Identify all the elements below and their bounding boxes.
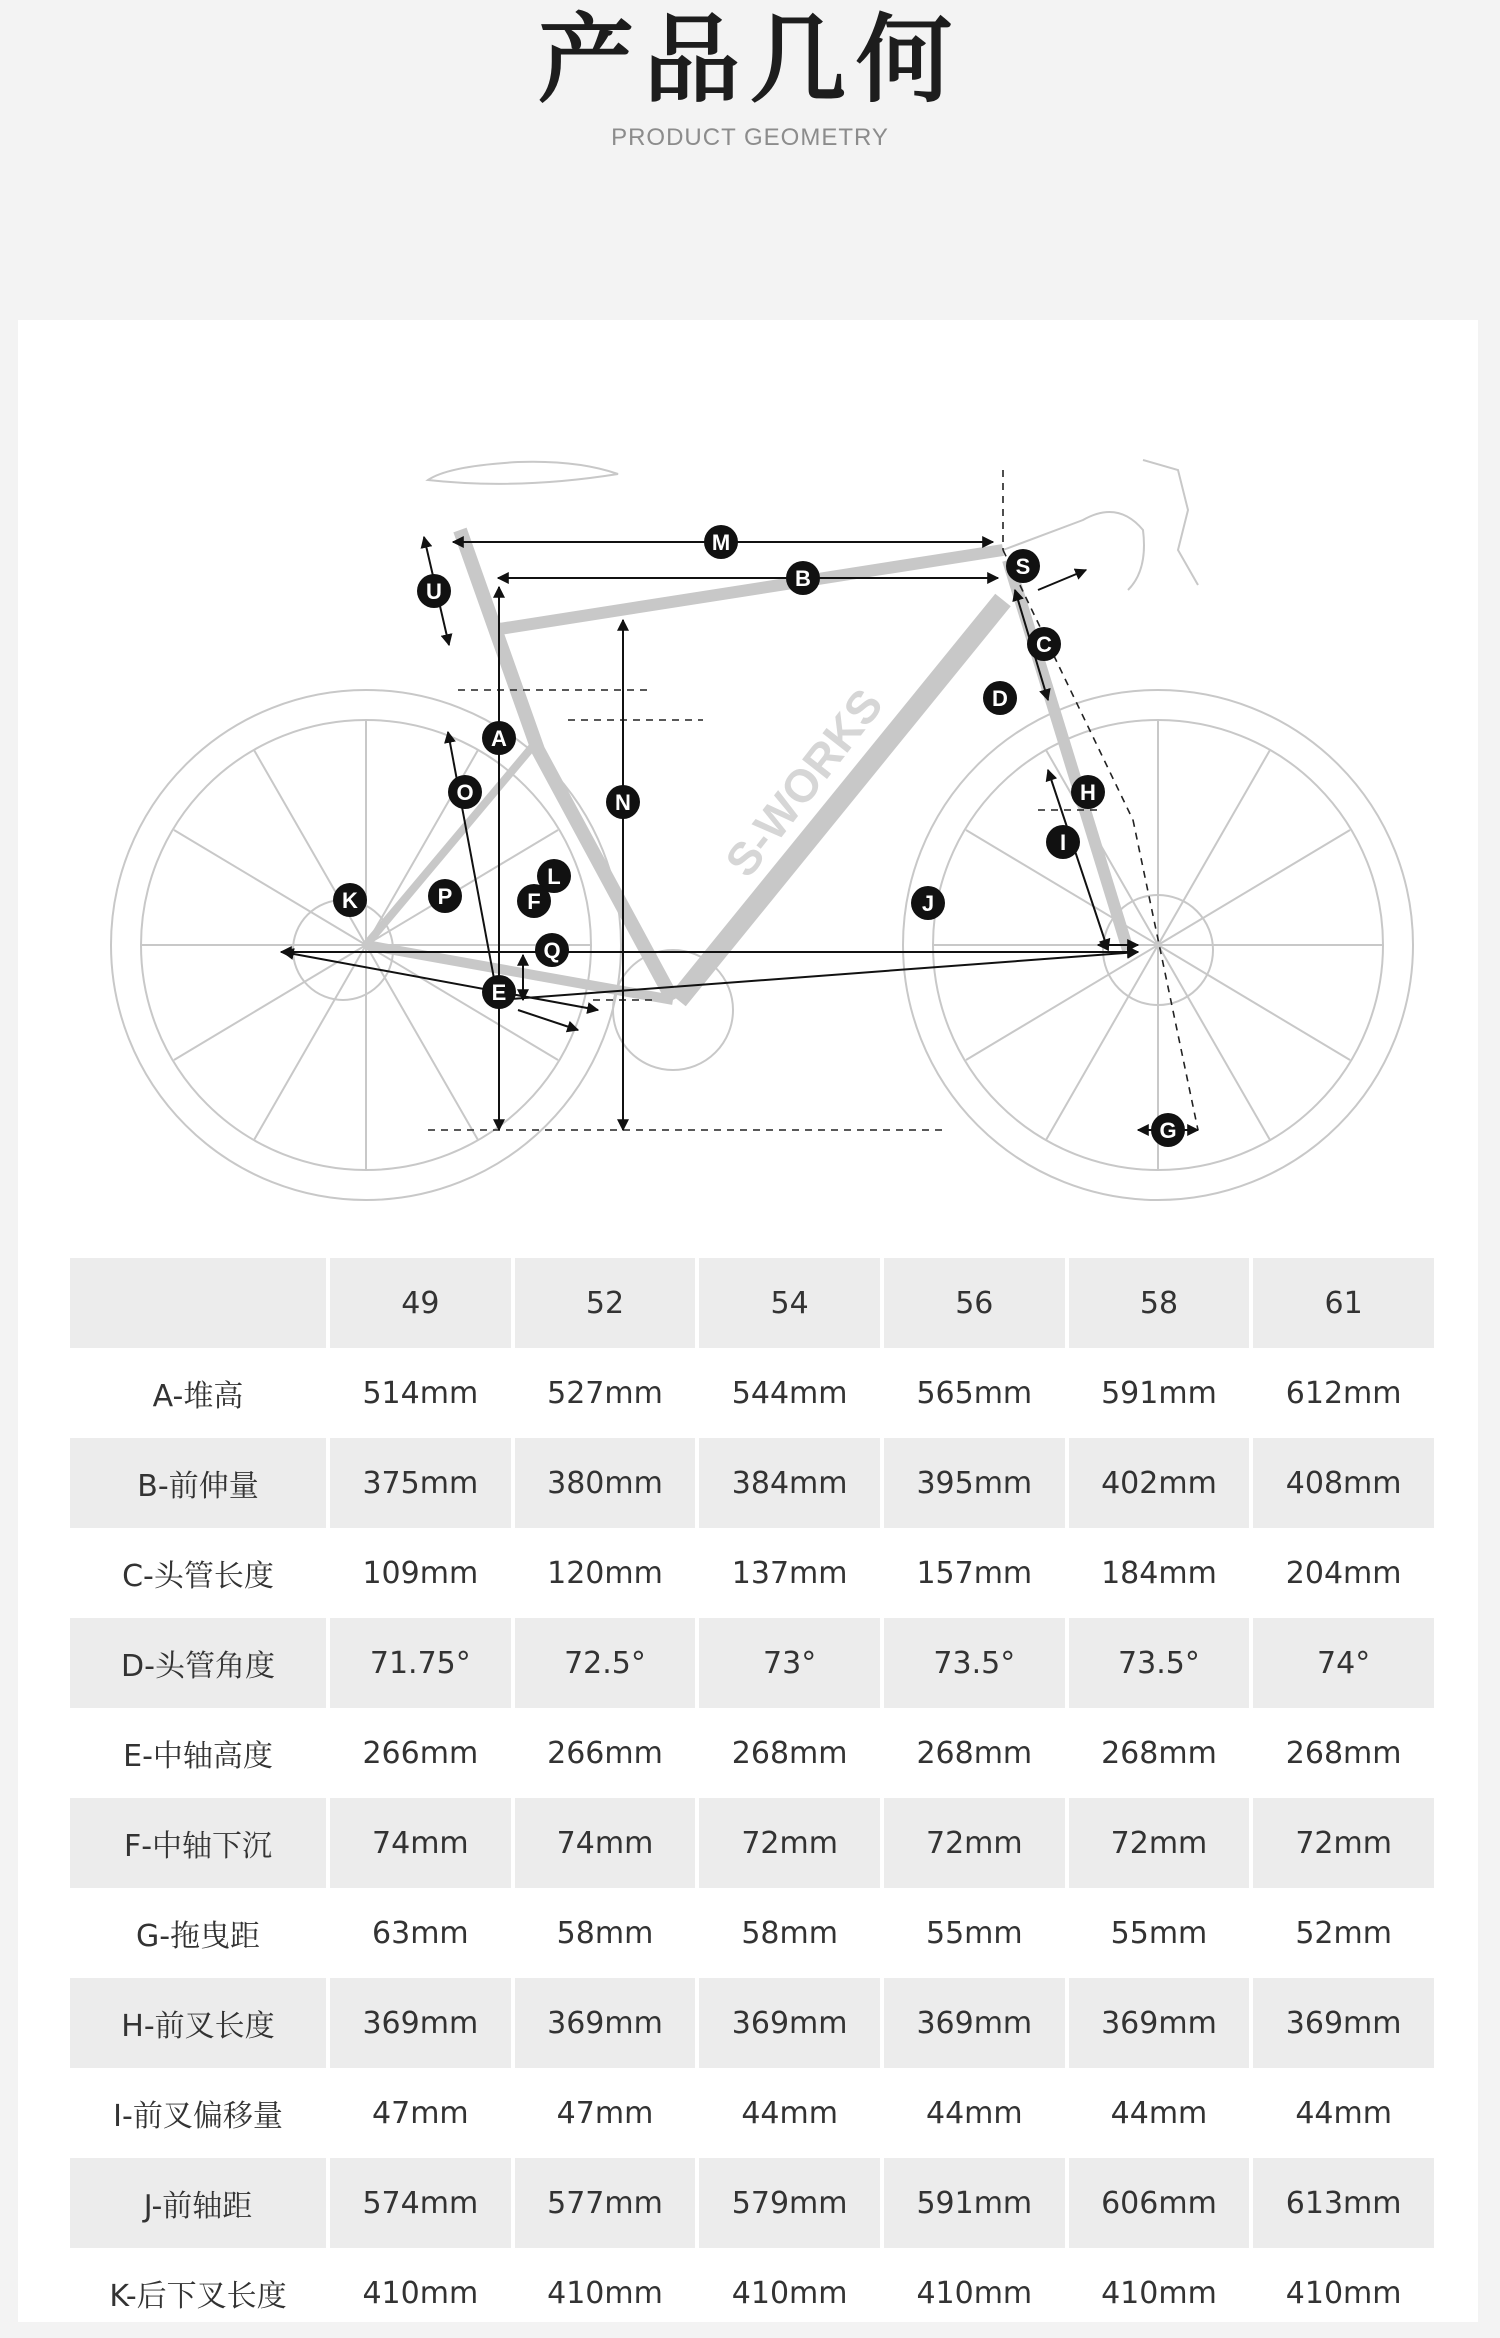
svg-text:I: I	[1059, 830, 1067, 855]
table-row	[70, 2068, 1434, 2158]
cell-value: 44mm	[925, 2095, 1023, 2131]
cell-value: 73.5°	[1069, 1618, 1250, 1708]
marker-Q	[535, 933, 569, 967]
cell-value: 514mm	[362, 1375, 479, 1411]
cell-value: 527mm	[547, 1375, 663, 1411]
table-row	[70, 1348, 1434, 1438]
marker-G	[1151, 1113, 1185, 1147]
cell-value: 591mm	[884, 2158, 1065, 2248]
cell-value: 268mm	[916, 1735, 1033, 1771]
table-header-row	[70, 1258, 1434, 1348]
row-label: J-前轴距	[70, 2158, 326, 2248]
cell-value: 137mm	[731, 1555, 848, 1591]
row-label: H-前叉长度	[70, 1978, 326, 2068]
svg-text:S: S	[1015, 554, 1031, 579]
cell-value: 72.5°	[515, 1618, 696, 1708]
cell-value: 410mm	[1101, 2275, 1217, 2311]
cell-value: 47mm	[556, 2095, 654, 2131]
cell-value: 74°	[1253, 1618, 1434, 1708]
geometry-table	[66, 1258, 1438, 2338]
marker-O	[448, 775, 482, 809]
svg-text:F: F	[527, 889, 541, 914]
svg-text:J: J	[921, 891, 935, 916]
cell-value: 369mm	[1253, 1978, 1434, 2068]
page-subtitle: PRODUCT GEOMETRY	[611, 124, 889, 151]
table-row	[70, 1528, 1434, 1618]
cell-value: 369mm	[884, 1978, 1065, 2068]
cell-value: 47mm	[372, 2095, 469, 2131]
cell-value: 73°	[699, 1618, 880, 1708]
bike-geometry-diagram	[98, 410, 1438, 1240]
cell-value: 369mm	[330, 1978, 511, 2068]
cell-value: 266mm	[362, 1735, 479, 1771]
table-row	[70, 1798, 1434, 1888]
cell-value: 74mm	[330, 1798, 511, 1888]
marker-U	[417, 574, 451, 608]
size-header-56: 56	[884, 1258, 1065, 1348]
table-row	[70, 1618, 1434, 1708]
svg-text:M: M	[711, 530, 731, 555]
cell-value: 268mm	[1285, 1735, 1402, 1771]
svg-text:D: D	[992, 686, 1008, 711]
cell-value: 612mm	[1285, 1375, 1402, 1411]
size-header-49: 49	[330, 1258, 511, 1348]
size-header-54: 54	[699, 1258, 880, 1348]
cell-value: 591mm	[1101, 1375, 1217, 1411]
cell-value: 369mm	[515, 1978, 696, 2068]
cell-value: 613mm	[1253, 2158, 1434, 2248]
size-header-61: 61	[1253, 1258, 1434, 1348]
cell-value: 63mm	[372, 1915, 469, 1951]
table-row	[70, 1708, 1434, 1798]
marker-I	[1046, 825, 1080, 859]
row-label: K-后下叉长度	[109, 2279, 287, 2314]
marker-M	[704, 525, 738, 559]
table-row	[70, 1978, 1434, 2068]
marker-E	[482, 975, 516, 1009]
cell-value: 44mm	[1110, 2095, 1208, 2131]
cell-value: 204mm	[1285, 1555, 1402, 1591]
cell-value: 369mm	[1069, 1978, 1250, 2068]
cell-value: 71.75°	[330, 1618, 511, 1708]
marker-S	[1006, 549, 1040, 583]
cell-value: 408mm	[1253, 1438, 1434, 1528]
marker-H	[1071, 775, 1105, 809]
row-label: G-拖曳距	[135, 1919, 261, 1954]
cell-value: 44mm	[741, 2095, 838, 2131]
svg-text:L: L	[547, 864, 561, 889]
row-label: C-头管长度	[122, 1559, 274, 1594]
cell-value: 72mm	[699, 1798, 880, 1888]
cell-value: 266mm	[547, 1735, 663, 1771]
cell-value: 369mm	[699, 1978, 880, 2068]
cell-value: 73.5°	[884, 1618, 1065, 1708]
cell-value: 74mm	[515, 1798, 696, 1888]
svg-text:C: C	[1036, 632, 1052, 657]
frame-logo-text: S-WORKS	[714, 678, 893, 887]
marker-A	[482, 721, 516, 755]
cell-value: 109mm	[362, 1555, 479, 1591]
table-row	[70, 1888, 1434, 1978]
cell-value: 410mm	[731, 2275, 848, 2311]
table-row	[70, 2158, 1434, 2248]
marker-J	[911, 886, 945, 920]
size-header-58: 58	[1069, 1258, 1250, 1348]
table-row	[70, 2248, 1434, 2338]
cell-value: 72mm	[884, 1798, 1065, 1888]
cell-value: 72mm	[1069, 1798, 1250, 1888]
cell-value: 577mm	[515, 2158, 696, 2248]
marker-B	[786, 561, 820, 595]
svg-text:P: P	[437, 884, 453, 909]
size-header-52: 52	[515, 1258, 696, 1348]
cell-value: 72mm	[1253, 1798, 1434, 1888]
svg-text:G: G	[1159, 1118, 1177, 1143]
row-label: F-中轴下沉	[70, 1798, 326, 1888]
cell-value: 184mm	[1101, 1555, 1217, 1591]
cell-value: 44mm	[1295, 2095, 1392, 2131]
cell-value: 410mm	[547, 2275, 663, 2311]
row-label: B-前伸量	[70, 1438, 326, 1528]
row-label: D-头管角度	[70, 1618, 326, 1708]
svg-text:Q: Q	[543, 938, 561, 963]
cell-value: 52mm	[1295, 1915, 1392, 1951]
table-row	[70, 1438, 1434, 1528]
table-corner-cell	[70, 1258, 326, 1348]
marker-C	[1027, 627, 1061, 661]
marker-P	[428, 879, 462, 913]
cell-value: 384mm	[699, 1438, 880, 1528]
cell-value: 58mm	[741, 1915, 838, 1951]
page-title: 产品几何	[538, 4, 962, 116]
row-label: E-中轴高度	[123, 1739, 273, 1774]
cell-value: 120mm	[547, 1555, 663, 1591]
cell-value: 55mm	[925, 1915, 1023, 1951]
cell-value: 565mm	[916, 1375, 1033, 1411]
marker-N	[606, 785, 640, 819]
row-label: I-前叉偏移量	[113, 2099, 283, 2134]
cell-value: 268mm	[731, 1735, 848, 1771]
cell-value: 579mm	[699, 2158, 880, 2248]
cell-value: 375mm	[330, 1438, 511, 1528]
svg-text:B: B	[795, 566, 811, 591]
svg-text:U: U	[426, 579, 442, 604]
cell-value: 55mm	[1110, 1915, 1208, 1951]
marker-D	[983, 681, 1017, 715]
cell-value: 58mm	[556, 1915, 654, 1951]
svg-text:E: E	[491, 980, 507, 1005]
cell-value: 380mm	[515, 1438, 696, 1528]
cell-value: 395mm	[884, 1438, 1065, 1528]
cell-value: 606mm	[1069, 2158, 1250, 2248]
marker-F	[517, 884, 551, 918]
marker-K	[333, 883, 367, 917]
cell-value: 268mm	[1101, 1735, 1217, 1771]
cell-value: 410mm	[1285, 2275, 1402, 2311]
page-header	[0, 0, 1500, 320]
svg-text:H: H	[1080, 780, 1096, 805]
svg-text:A: A	[491, 726, 507, 751]
svg-text:K: K	[342, 888, 358, 913]
cell-value: 157mm	[916, 1555, 1033, 1591]
cell-value: 410mm	[362, 2275, 479, 2311]
bike-outline	[111, 460, 1413, 1200]
cell-value: 574mm	[330, 2158, 511, 2248]
svg-text:O: O	[456, 780, 474, 805]
cell-value: 402mm	[1069, 1438, 1250, 1528]
geometry-card	[18, 320, 1478, 2322]
cell-value: 544mm	[731, 1375, 848, 1411]
cell-value: 410mm	[916, 2275, 1033, 2311]
row-label: A-堆高	[152, 1379, 244, 1414]
svg-text:N: N	[615, 790, 631, 815]
